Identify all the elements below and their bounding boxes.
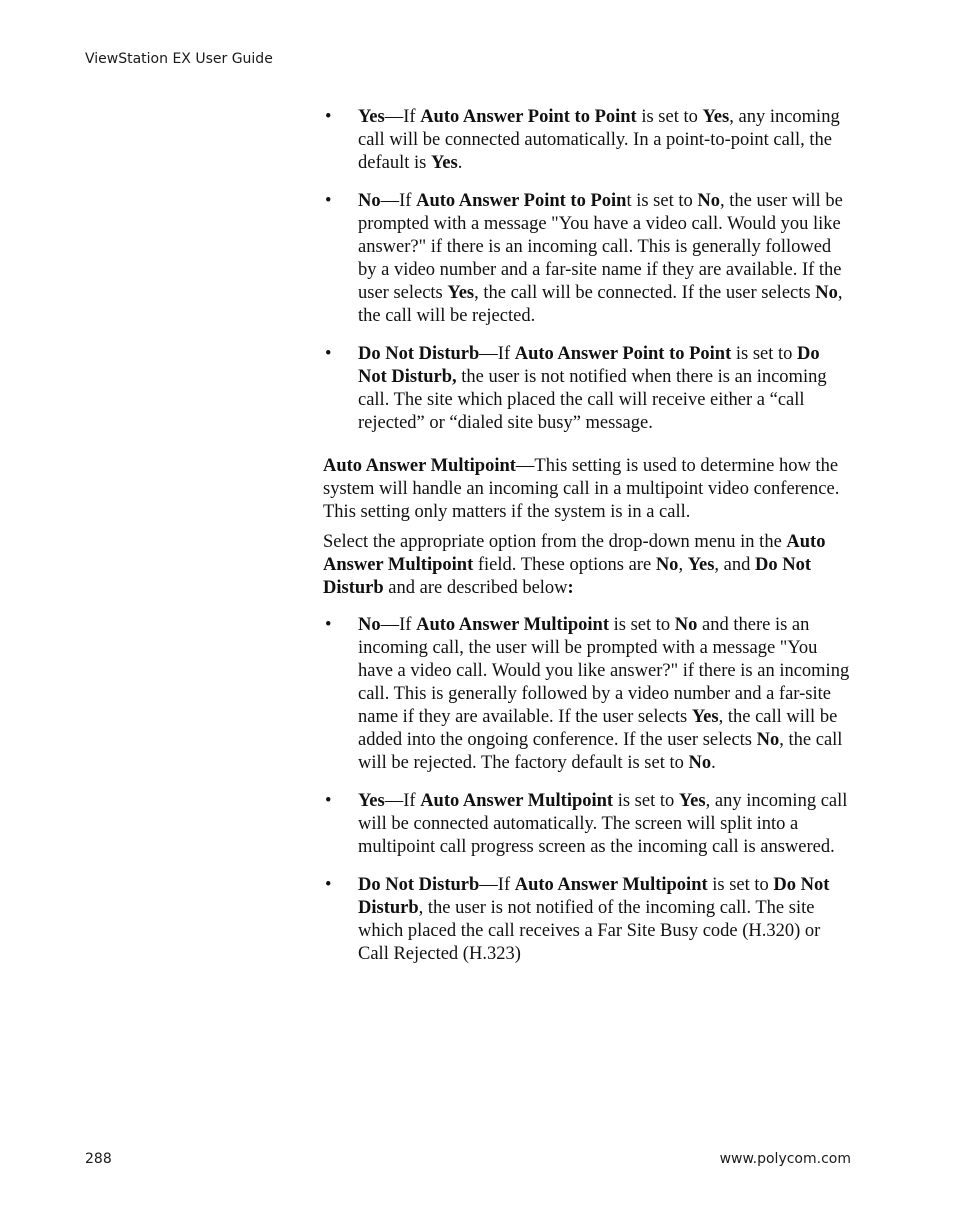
multipoint-intro-paragraph: Auto Answer Multipoint—This setting is used to determine how the system will handle an incoming call in a multipoint video conference. This setting only matters if the system is in a call. — [323, 456, 840, 522]
list-item: • Yes—If Auto Answer Point to Point is set to Yes, any incoming call will be connected automatically. In a point-to-point call, the default is Yes. — [323, 106, 853, 175]
default-value: No — [688, 753, 712, 773]
option-value: Yes — [678, 791, 706, 811]
field-name: Auto Answer Point to Point — [420, 107, 637, 127]
option-value: Do Not Disturb — [358, 875, 830, 918]
point-to-point-options-list — [323, 106, 853, 435]
option-value: No — [697, 191, 720, 211]
list-item: • No—If Auto Answer Point to Point is set to No, the user will be prompted with a message "You have a video call. Would you like answer?" if there is an incoming call. This is generally followed by a video number and a far-site name if they are available. If the user selects Yes, the call will be connected. If the user selects No, the call will be rejected. — [323, 190, 853, 328]
term: Auto Answer Multipoint — [323, 456, 516, 476]
field-name: Auto Answer Point to Poin — [416, 191, 627, 211]
field-name: Auto Answer Multipoint — [514, 875, 708, 895]
field-name: Auto Answer Multipoint — [420, 791, 614, 811]
option-label: Do Not Disturb — [358, 344, 480, 364]
page-number: 288 — [85, 1151, 112, 1167]
field-name: Auto Answer Point to Point — [514, 344, 732, 364]
multipoint-options-list — [323, 614, 853, 966]
option-label: Yes — [358, 107, 385, 127]
field-name: Auto Answer Multipoint — [416, 615, 609, 635]
option-value: Yes — [702, 107, 730, 127]
option-label: No — [358, 615, 381, 635]
running-header: ViewStation EX User Guide — [85, 51, 273, 67]
list-item: • Do Not Disturb—If Auto Answer Multipoint is set to Do Not Disturb, the user is not notified of the incoming call. The site which placed the call receives a Far Site Busy code (H.320) or Call Rejected (H.323) — [323, 874, 853, 966]
page-body — [323, 106, 853, 981]
default-value: Yes — [430, 153, 458, 173]
select-option-paragraph: Select the appropriate option from the drop-down menu in the Auto Answer Multipoint field. These options are No, Yes, and Do Not Disturb and are described below: — [323, 532, 826, 598]
list-item: • Yes—If Auto Answer Multipoint is set to Yes, any incoming call will be connected automatically. The screen will split into a multipoint call progress screen as the incoming call is answered. — [323, 790, 853, 859]
option-label: No — [358, 191, 381, 211]
option-label: Do Not Disturb — [358, 875, 480, 895]
footer-url: www.polycom.com — [719, 1151, 851, 1167]
list-item: • Do Not Disturb—If Auto Answer Point to Point is set to Do Not Disturb, the user is not notified when there is an incoming call. The site which placed the call will receive either a “call rejected” or “dialed site busy” message. — [323, 343, 853, 435]
list-item: • No—If Auto Answer Multipoint is set to No and there is an incoming call, the user will be prompted with a message "You have a video call. Would you like answer?" if there is an incoming call. This is generally followed by a video number and a far-site name if they are available. If the user selects Yes, the call will be added into the ongoing conference. If the user selects No, the call will be rejected. The factory default is set to No. — [323, 614, 853, 775]
option-label: Yes — [358, 791, 385, 811]
option-value: Do Not Disturb, — [358, 344, 820, 387]
option-value: No — [674, 615, 698, 635]
